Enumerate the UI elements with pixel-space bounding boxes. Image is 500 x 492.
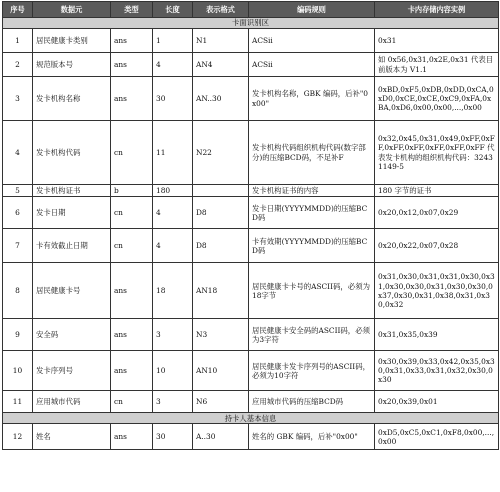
cell-type: ans [111, 263, 153, 319]
cell-storage-example: 0x20,0x39,0x01 [375, 391, 499, 413]
cell-serial: 10 [3, 351, 33, 391]
cell-encoding-rule: 发卡日期(YYYYMMDD)的压缩BCD码 [249, 197, 375, 229]
cell-format: AN10 [193, 351, 249, 391]
cell-length: 3 [153, 319, 193, 351]
cell-length: 180 [153, 185, 193, 197]
cell-data-element: 居民健康卡类别 [33, 29, 111, 53]
table-row [3, 351, 499, 391]
cell-data-element: 应用城市代码 [33, 391, 111, 413]
cell-format: N6 [193, 391, 249, 413]
header-cell-data-element: 数据元 [33, 2, 111, 18]
cell-serial: 2 [3, 53, 33, 77]
table-row [3, 121, 499, 185]
table-row [3, 424, 499, 450]
cell-length: 10 [153, 351, 193, 391]
cell-storage-example: 0xD5,0xC5,0xC1,0xF8,0x00,...,0x00 [375, 424, 499, 450]
cell-data-element: 安全码 [33, 319, 111, 351]
section-row [3, 413, 499, 424]
cell-format: AN4 [193, 53, 249, 77]
cell-format: N3 [193, 319, 249, 351]
cell-serial: 6 [3, 197, 33, 229]
cell-length: 4 [153, 229, 193, 263]
cell-serial: 8 [3, 263, 33, 319]
cell-type: ans [111, 53, 153, 77]
cell-type: ans [111, 351, 153, 391]
cell-data-element: 居民健康卡号 [33, 263, 111, 319]
cell-length: 3 [153, 391, 193, 413]
cell-type: cn [111, 121, 153, 185]
cell-storage-example: 0xBD,0xF5,0xDB,0xDD,0xCA,0xD0,0xCE,0xCE,0xC9,0xFA,0xBA,0xD6,0x00,0x00,...,0x00 [375, 77, 499, 121]
cell-serial: 11 [3, 391, 33, 413]
table-row [3, 185, 499, 197]
cell-type: ans [111, 77, 153, 121]
header-cell-format: 表示格式 [193, 2, 249, 18]
cell-length: 30 [153, 77, 193, 121]
cell-data-element: 规范版本号 [33, 53, 111, 77]
cell-type: ans [111, 29, 153, 53]
cell-type: cn [111, 229, 153, 263]
cell-data-element: 卡有效截止日期 [33, 229, 111, 263]
cell-encoding-rule: 居民健康卡发卡序列号的ASCII码，必须为10字符 [249, 351, 375, 391]
cell-encoding-rule: 姓名的 GBK 编码，后补"0x00" [249, 424, 375, 450]
table-row [3, 391, 499, 413]
cell-type: ans [111, 424, 153, 450]
header-cell-serial: 序号 [3, 2, 33, 18]
cell-serial: 4 [3, 121, 33, 185]
header-cell-type: 类型 [111, 2, 153, 18]
cell-serial: 9 [3, 319, 33, 351]
cell-length: 4 [153, 53, 193, 77]
cell-type: cn [111, 197, 153, 229]
cell-encoding-rule: 发卡机构名称，GBK 编码，后补"0x00" [249, 77, 375, 121]
cell-storage-example: 0x31,0x30,0x31,0x31,0x30,0x31,0x30,0x30,0x31,0x30,0x30,0x37,0x30,0x31,0x38,0x31,0x30,0x32 [375, 263, 499, 319]
cell-type: b [111, 185, 153, 197]
cell-data-element: 发卡机构证书 [33, 185, 111, 197]
cell-length: 4 [153, 197, 193, 229]
cell-encoding-rule: 卡有效期(YYYYMMDD)的压缩BCD码 [249, 229, 375, 263]
header-cell-storage-example: 卡内存储内容实例 [375, 2, 499, 18]
cell-storage-example: 0x31 [375, 29, 499, 53]
table-row [3, 263, 499, 319]
cell-storage-example: 如 0x56,0x31,0x2E,0x31 代表目前版本为 V1.1 [375, 53, 499, 77]
table-row [3, 197, 499, 229]
cell-format: AN..30 [193, 77, 249, 121]
table-row [3, 77, 499, 121]
cell-encoding-rule: 发卡机构代码组织机构代码(数字部分)的压缩BCD码，不足补F [249, 121, 375, 185]
cell-storage-example: 180 字节的证书 [375, 185, 499, 197]
cell-format: AN18 [193, 263, 249, 319]
table-row [3, 29, 499, 53]
cell-encoding-rule: 应用城市代码的压缩BCD码 [249, 391, 375, 413]
cell-length: 30 [153, 424, 193, 450]
cell-storage-example: 0x31,0x35,0x39 [375, 319, 499, 351]
cell-encoding-rule: 居民健康卡卡号的ASCII码，必须为18字节 [249, 263, 375, 319]
data-element-table [2, 1, 499, 450]
cell-storage-example: 0x20,0x12,0x07,0x29 [375, 197, 499, 229]
header-cell-length: 长度 [153, 2, 193, 18]
cell-type: ans [111, 319, 153, 351]
cell-data-element: 发卡机构名称 [33, 77, 111, 121]
section-title-card-face: 卡面识别区 [3, 18, 499, 29]
cell-serial: 3 [3, 77, 33, 121]
cell-serial: 12 [3, 424, 33, 450]
section-row [3, 18, 499, 29]
cell-length: 11 [153, 121, 193, 185]
table-header-row [3, 2, 499, 18]
cell-data-element: 发卡序列号 [33, 351, 111, 391]
cell-storage-example: 0x30,0x39,0x33,0x42,0x35,0x30,0x31,0x33,0x31,0x32,0x30,0x30 [375, 351, 499, 391]
cell-format: N22 [193, 121, 249, 185]
table-row [3, 319, 499, 351]
cell-encoding-rule: 居民健康卡安全码的ASCII码，必须为3字符 [249, 319, 375, 351]
cell-format [193, 185, 249, 197]
cell-storage-example: 0x32,0x45,0x31,0x49,0xFF,0xFF,0xFF,0xFF,0xFF,0xFF,0xFF 代表发卡机构的组织机构代码：32431149-5 [375, 121, 499, 185]
cell-type: cn [111, 391, 153, 413]
cell-storage-example: 0x20,0x22,0x07,0x28 [375, 229, 499, 263]
cell-serial: 5 [3, 185, 33, 197]
cell-encoding-rule: 发卡机构证书的内容 [249, 185, 375, 197]
cell-format: D8 [193, 197, 249, 229]
cell-serial: 7 [3, 229, 33, 263]
cell-length: 1 [153, 29, 193, 53]
cell-format: D8 [193, 229, 249, 263]
cell-format: N1 [193, 29, 249, 53]
cell-length: 18 [153, 263, 193, 319]
cell-serial: 1 [3, 29, 33, 53]
table-row [3, 53, 499, 77]
section-title-holder-info: 持卡人基本信息 [3, 413, 499, 424]
cell-data-element: 姓名 [33, 424, 111, 450]
cell-encoding-rule: ACSii [249, 29, 375, 53]
table-row [3, 229, 499, 263]
cell-data-element: 发卡机构代码 [33, 121, 111, 185]
header-cell-encoding-rule: 编码规则 [249, 2, 375, 18]
cell-data-element: 发卡日期 [33, 197, 111, 229]
cell-format: A..30 [193, 424, 249, 450]
cell-encoding-rule: ACSii [249, 53, 375, 77]
